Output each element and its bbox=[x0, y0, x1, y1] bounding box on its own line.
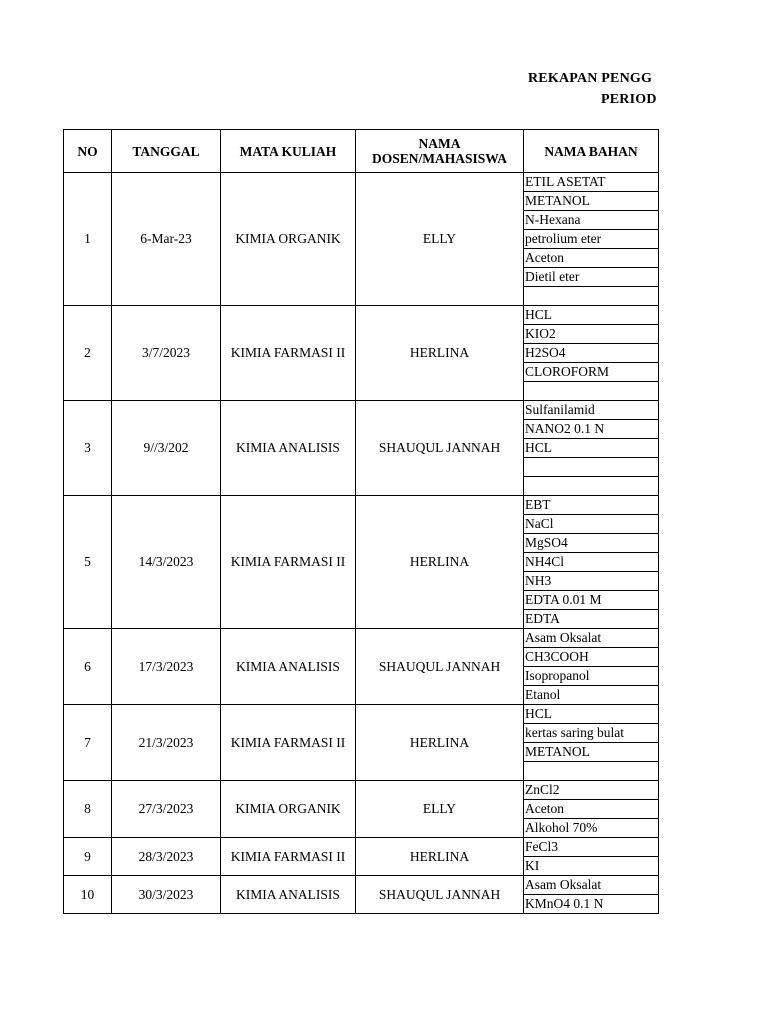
header-nama-bahan: NAMA BAHAN bbox=[524, 130, 659, 173]
cell-nama-bahan: CH3COOH bbox=[524, 648, 659, 667]
cell-nama-bahan: EDTA bbox=[524, 610, 659, 629]
table-row bbox=[64, 306, 659, 325]
header-nama-line2: DOSEN/MAHASISWA bbox=[371, 151, 508, 166]
cell-nama-bahan: Asam Oksalat bbox=[524, 629, 659, 648]
cell-mata-kuliah: KIMIA ORGANIK bbox=[221, 781, 356, 838]
cell-nama-bahan: ETIL ASETAT bbox=[524, 173, 659, 192]
cell-tanggal: 27/3/2023 bbox=[112, 781, 221, 838]
cell-nama: HERLINA bbox=[356, 838, 524, 876]
cell-nama-bahan: KIO2 bbox=[524, 325, 659, 344]
cell-nama-bahan: petrolium eter bbox=[524, 230, 659, 249]
cell-nama-bahan bbox=[524, 477, 659, 496]
header-tanggal: TANGGAL bbox=[112, 130, 221, 173]
cell-no: 8 bbox=[64, 781, 112, 838]
cell-nama-bahan: EBT bbox=[524, 496, 659, 515]
cell-nama-bahan: MgSO4 bbox=[524, 534, 659, 553]
cell-tanggal: 9//3/202 bbox=[112, 401, 221, 496]
header-no: NO bbox=[64, 130, 112, 173]
report-title: REKAPAN PENGG bbox=[528, 71, 653, 86]
cell-mata-kuliah: KIMIA ANALISIS bbox=[221, 876, 356, 914]
cell-nama-bahan: Alkohol 70% bbox=[524, 819, 659, 838]
table-row bbox=[64, 781, 659, 800]
cell-no: 3 bbox=[64, 401, 112, 496]
cell-nama-bahan: CLOROFORM bbox=[524, 363, 659, 382]
material-usage-table bbox=[63, 129, 659, 914]
cell-nama-bahan: Sulfanilamid bbox=[524, 401, 659, 420]
table-row bbox=[64, 173, 659, 192]
table-row bbox=[64, 629, 659, 648]
cell-mata-kuliah: KIMIA ANALISIS bbox=[221, 401, 356, 496]
cell-nama-bahan: FeCl3 bbox=[524, 838, 659, 857]
header-nama-line1: NAMA bbox=[418, 136, 461, 151]
cell-nama-bahan: METANOL bbox=[524, 743, 659, 762]
cell-nama-bahan: NANO2 0.1 N bbox=[524, 420, 659, 439]
cell-mata-kuliah: KIMIA ORGANIK bbox=[221, 173, 356, 306]
cell-nama-bahan: HCL bbox=[524, 306, 659, 325]
table-body bbox=[64, 173, 659, 914]
cell-nama-bahan: Aceton bbox=[524, 800, 659, 819]
cell-nama: ELLY bbox=[356, 781, 524, 838]
cell-no: 7 bbox=[64, 705, 112, 781]
table-row bbox=[64, 401, 659, 420]
cell-tanggal: 6-Mar-23 bbox=[112, 173, 221, 306]
cell-no: 9 bbox=[64, 838, 112, 876]
cell-tanggal: 3/7/2023 bbox=[112, 306, 221, 401]
cell-tanggal: 17/3/2023 bbox=[112, 629, 221, 705]
cell-nama-bahan: NH4Cl bbox=[524, 553, 659, 572]
cell-nama-bahan: HCL bbox=[524, 705, 659, 724]
table-row bbox=[64, 705, 659, 724]
table-row bbox=[64, 496, 659, 515]
cell-no: 6 bbox=[64, 629, 112, 705]
cell-nama-bahan: KMnO4 0.1 N bbox=[524, 895, 659, 914]
cell-tanggal: 14/3/2023 bbox=[112, 496, 221, 629]
cell-nama-bahan: EDTA 0.01 M bbox=[524, 591, 659, 610]
cell-nama-bahan: METANOL bbox=[524, 192, 659, 211]
cell-nama: HERLINA bbox=[356, 306, 524, 401]
cell-nama-bahan: KI bbox=[524, 857, 659, 876]
cell-nama-bahan: Asam Oksalat bbox=[524, 876, 659, 895]
cell-nama: HERLINA bbox=[356, 496, 524, 629]
cell-nama-bahan bbox=[524, 382, 659, 401]
cell-nama: ELLY bbox=[356, 173, 524, 306]
cell-mata-kuliah: KIMIA FARMASI II bbox=[221, 306, 356, 401]
table-header-row bbox=[64, 130, 659, 173]
cell-nama-bahan: HCL bbox=[524, 439, 659, 458]
cell-no: 1 bbox=[64, 173, 112, 306]
cell-nama-bahan bbox=[524, 762, 659, 781]
cell-mata-kuliah: KIMIA FARMASI II bbox=[221, 838, 356, 876]
cell-nama-bahan: Etanol bbox=[524, 686, 659, 705]
cell-nama: SHAUQUL JANNAH bbox=[356, 629, 524, 705]
report-period: PERIOD bbox=[601, 92, 657, 107]
cell-nama: SHAUQUL JANNAH bbox=[356, 401, 524, 496]
cell-nama-bahan bbox=[524, 287, 659, 306]
table-row bbox=[64, 876, 659, 895]
cell-nama-bahan: Dietil eter bbox=[524, 268, 659, 287]
cell-nama-bahan: Isopropanol bbox=[524, 667, 659, 686]
cell-tanggal: 28/3/2023 bbox=[112, 838, 221, 876]
cell-nama: SHAUQUL JANNAH bbox=[356, 876, 524, 914]
cell-no: 5 bbox=[64, 496, 112, 629]
cell-tanggal: 30/3/2023 bbox=[112, 876, 221, 914]
cell-nama: HERLINA bbox=[356, 705, 524, 781]
header-mata-kuliah: MATA KULIAH bbox=[221, 130, 356, 173]
table-row bbox=[64, 838, 659, 857]
cell-mata-kuliah: KIMIA FARMASI II bbox=[221, 705, 356, 781]
cell-nama-bahan: ZnCl2 bbox=[524, 781, 659, 800]
cell-no: 10 bbox=[64, 876, 112, 914]
cell-nama-bahan: H2SO4 bbox=[524, 344, 659, 363]
cell-nama-bahan: kertas saring bulat bbox=[524, 724, 659, 743]
cell-no: 2 bbox=[64, 306, 112, 401]
cell-mata-kuliah: KIMIA FARMASI II bbox=[221, 496, 356, 629]
cell-mata-kuliah: KIMIA ANALISIS bbox=[221, 629, 356, 705]
cell-nama-bahan: NH3 bbox=[524, 572, 659, 591]
header-nama-dosen bbox=[356, 130, 524, 173]
cell-nama-bahan: N-Hexana bbox=[524, 211, 659, 230]
cell-nama-bahan: NaCl bbox=[524, 515, 659, 534]
cell-nama-bahan bbox=[524, 458, 659, 477]
cell-tanggal: 21/3/2023 bbox=[112, 705, 221, 781]
cell-nama-bahan: Aceton bbox=[524, 249, 659, 268]
